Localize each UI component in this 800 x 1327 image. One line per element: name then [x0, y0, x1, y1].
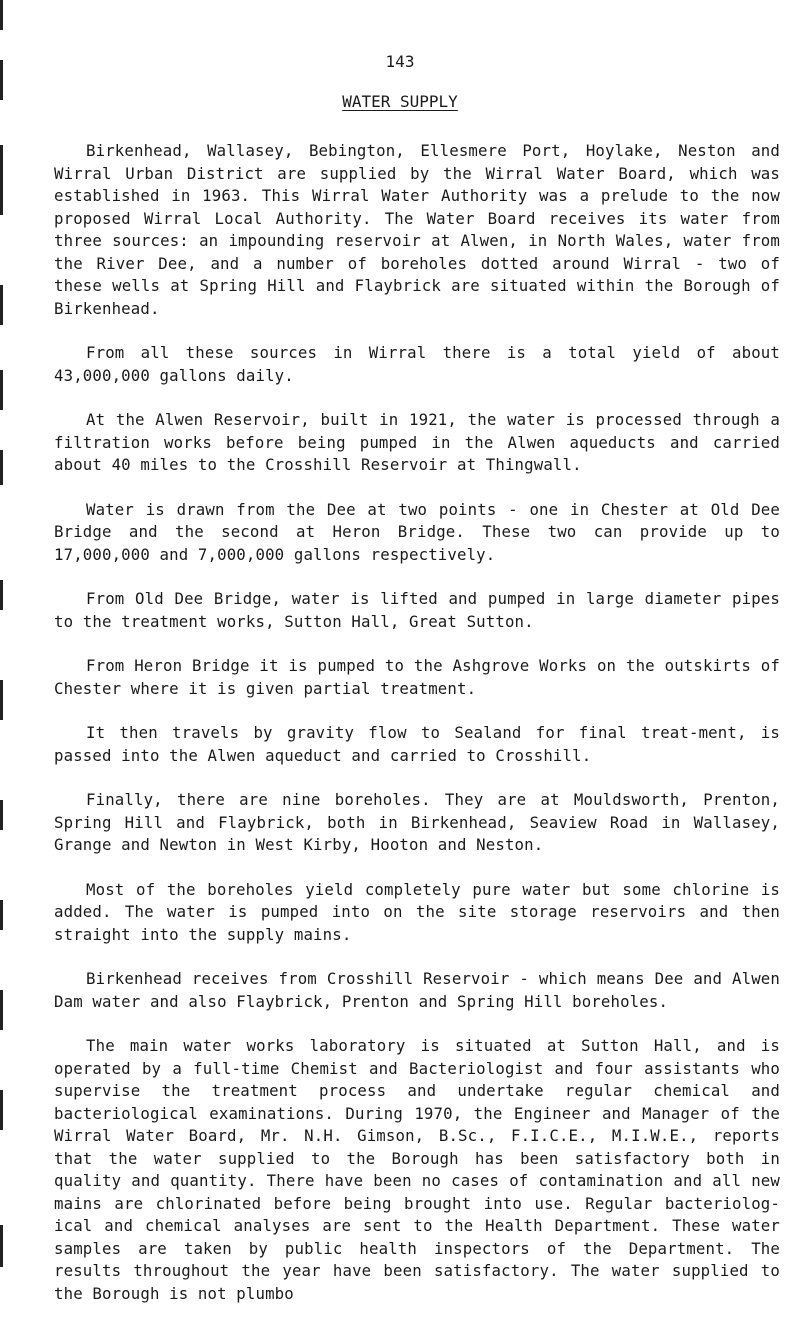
paragraph: From Old Dee Bridge, water is lifted and pumped in large diameter pipes to the treatment works, Sutton Hall, Great Sutton. — [54, 589, 780, 631]
paragraph: Most of the boreholes yield completely pure water but some chlorine is added. The water is pumped into on the site storage reservoirs and then straight into the supply mains. — [54, 879, 780, 944]
scan-edge-mark — [0, 900, 3, 930]
page-title: WATER SUPPLY — [342, 92, 458, 111]
scan-edge-mark — [0, 145, 3, 215]
paragraph: From Heron Bridge it is pumped to the Ashgrove Works on the outskirts of Chester where it is given partial treatment. — [54, 656, 780, 698]
paragraph: From all these sources in Wirral there is a total yield of about 43,000,000 gallons daily. — [54, 343, 780, 385]
scan-edge-mark — [0, 1225, 3, 1267]
paragraph: Birkenhead receives from Crosshill Reservoir - which means Dee and Alwen Dam water and also Flaybrick, Prenton and Spring Hill boreholes. — [54, 969, 780, 1011]
scan-edge-mark — [0, 0, 3, 30]
scan-edge-mark — [0, 1090, 3, 1130]
scan-edge-mark — [0, 800, 3, 830]
scan-edge-mark — [0, 450, 3, 485]
scan-edge-mark — [0, 580, 3, 610]
scan-edge-mark — [0, 680, 3, 720]
body-text — [54, 140, 780, 1327]
scan-edge-mark — [0, 285, 3, 325]
paragraph: Finally, there are nine boreholes. They are at Mouldsworth, Prenton, Spring Hill and Flaybrick, both in Birkenhead, Seaview Road in Wallasey, Grange and Newton in West Kirby, Hooton and Neston. — [54, 790, 780, 854]
paragraph: The main water works laboratory is situated at Sutton Hall, and is operated by a full-time Chemist and Bacteriologist and four assistants who supervise the treatment process and undertake regular chemical and bacteriological examinations. During 1970, the Engineer and Manager of the Wirral Water Board, Mr. N.H. Gimson, B.Sc., F.I.C.E., M.I.W.E., reports that the water supplied to the Borough has been satisfactory both in quality and quantity. There have been no cases of contamination and all new mains are chlorinated before being brought into use. Regular bacteriolog-ical and chemical analyses are sent to the Health Department. These water samples are taken by public health inspectors of the Department. The results throughout the year have been satisfactory. The water supplied to the Borough is not plumbo — [54, 1036, 780, 1303]
page-number: 143 — [385, 52, 415, 71]
paragraph: At the Alwen Reservoir, built in 1921, the water is processed through a filtration works before being pumped in the Alwen aqueducts and carried about 40 miles to the Crosshill Reservoir at Thingwall. — [54, 410, 780, 474]
paragraph: Water is drawn from the Dee at two points - one in Chester at Old Dee Bridge and the second at Heron Bridge. These two can provide up to 17,000,000 and 7,000,000 gallons respectively. — [54, 499, 780, 564]
paragraph: Birkenhead, Wallasey, Bebington, Ellesmere Port, Hoylake, Neston and Wirral Urban District are supplied by the Wirral Water Board, which was established in 1963. This Wirral Water Authority was a prelude to the now proposed Wirral Local Authority. The Water Board receives its water from three sources: an impounding reservoir at Alwen, in North Wales, water from the River Dee, and a number of boreholes dotted around Wirral - two of these wells at Spring Hill and Flaybrick are situated within the Borough of Birkenhead. — [54, 141, 780, 318]
scan-edge-mark — [0, 990, 3, 1030]
scan-edge-mark — [0, 370, 3, 410]
paragraph: It then travels by gravity flow to Sealand for final treat-ment, is passed into the Alwen aqueduct and carried to Crosshill. — [54, 723, 780, 765]
